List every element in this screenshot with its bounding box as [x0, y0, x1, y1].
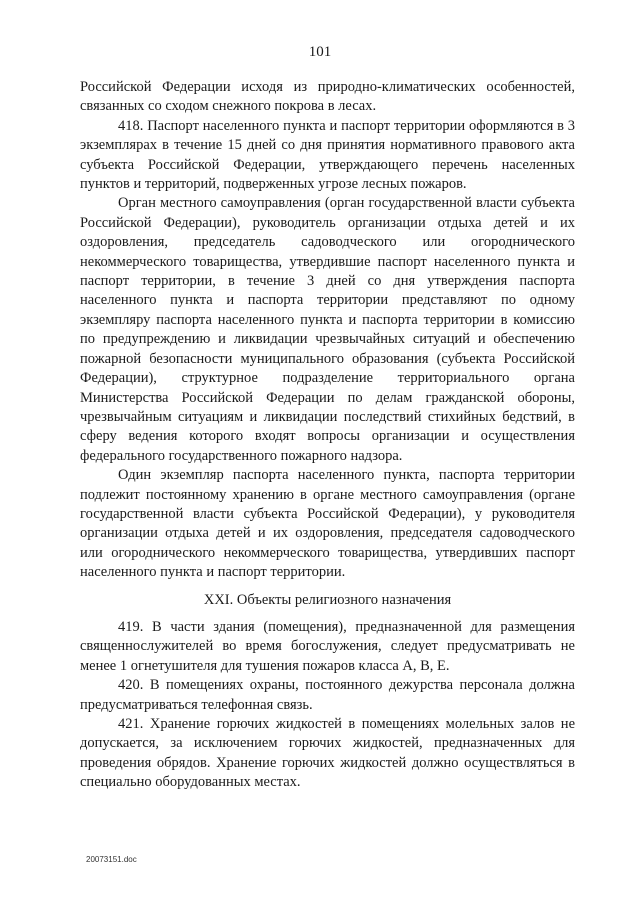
paragraph-continuation: Российской Федерации исходя из природно-климатических особенностей, связанных со сходом снежного покрова в лесах.	[80, 79, 575, 115]
paragraph-420: 420. В помещениях охраны, постоянного дежурства персонала должна предусматриваться телефонная связь.	[80, 677, 575, 713]
section-heading: XXI. Объекты религиозного назначения	[203, 591, 452, 608]
paragraph-418: 418. Паспорт населенного пункта и паспорт территории оформляются в 3 экземплярах в течение 15 дней со дня принятия нормативного правового акта субъекта Российской Федерации, утверждающего перечень населенных пунктов и территорий, подверженных угрозе лесных пожаров.	[80, 117, 575, 193]
document-body	[80, 78, 575, 793]
page-number: 101	[308, 44, 332, 60]
document-filename: 20073151.doc	[86, 855, 137, 864]
paragraph-419: 419. В части здания (помещения), предназначенной для размещения священнослужителей во время богослужения, следует предусматривать не менее 1 огнетушителя для тушения пожаров класса А, В, Е.	[80, 618, 575, 674]
paragraph-authority: Орган местного самоуправления (орган государственной власти субъекта Российской Федерации), руководитель организации отдыха детей и их оздоровления, председатель садоводческого или огороднического некоммерческого товарищества, утвердившие паспорт населенного пункта и паспорт территории, в течение 3 дней со дня утверждения паспорта населенного пункта и паспорта территории представляют по одному экземпляру паспорта населенного пункта и паспорта территории в комиссию по предупреждению и ликвидации чрезвычайных ситуаций и обеспечению пожарной безопасности муниципального образования (субъекта Российской Федерации), структурное подразделение территориального органа Министерства Российской Федерации по делам гражданской обороны, чрезвычайным ситуациям и ликвидации последствий стихийных бедствий, в сферу ведения которого входят вопросы организации и осуществления федерального государственного пожарного надзора.	[80, 195, 575, 464]
paragraph-421: 421. Хранение горючих жидкостей в помещениях молельных залов не допускается, за исключением горючих жидкостей, предназначенных для проведения обрядов. Хранение горючих жидкостей должно осуществляться в специально оборудованных местах.	[80, 716, 575, 791]
paragraph-storage: Один экземпляр паспорта населенного пункта, паспорта территории подлежит постоянному хранению в органе местного самоуправления (органе государственной власти субъекта Российской Федерации), у руководителя организации отдыха детей и их оздоровления, председателя садоводческого или огороднического некоммерческого товарищества, утвердивших паспорт населенного пункта и паспорт территории.	[80, 467, 575, 581]
